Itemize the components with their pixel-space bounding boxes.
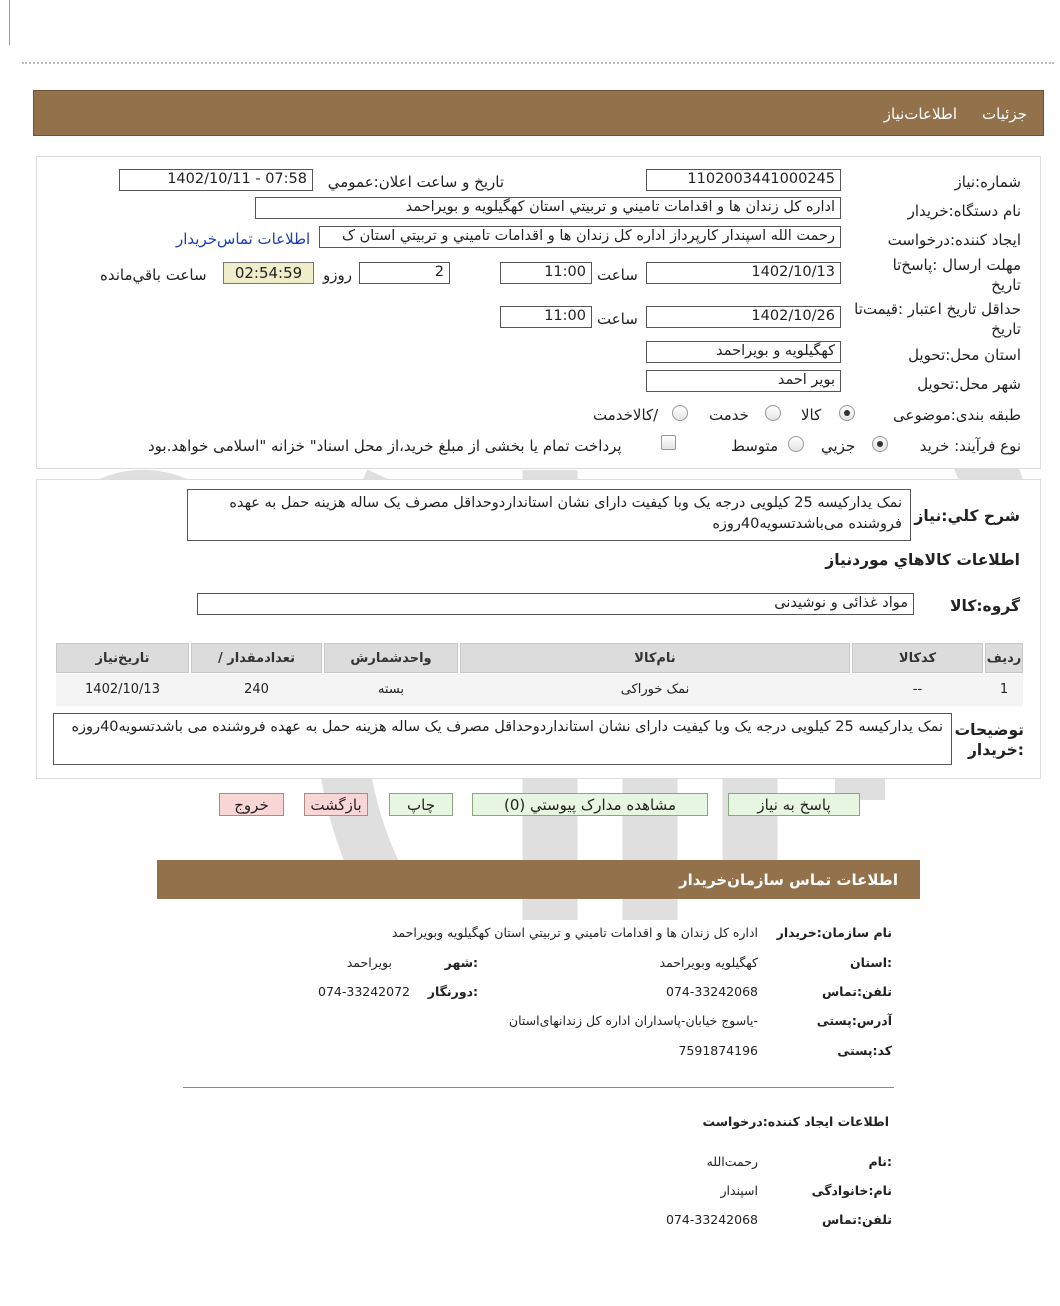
col-header-unit: واحدشمارش bbox=[324, 643, 458, 673]
days-label: روزو bbox=[323, 266, 352, 284]
category-option-service: خدمت bbox=[709, 406, 749, 424]
deadline-date-field: 1402/10/13 bbox=[646, 262, 841, 284]
category-radio-service[interactable] bbox=[765, 405, 781, 421]
col-header-date: تاريخ‌نياز bbox=[56, 643, 189, 673]
contact-fax-label: :دورنگار bbox=[427, 984, 478, 999]
process-option-medium: متوسط bbox=[731, 437, 779, 455]
goods-group-label: گروه:کالا bbox=[949, 597, 1020, 615]
col-header-qty: / تعدادمقدار bbox=[191, 643, 322, 673]
creator-phone-label: تلفن:تماس bbox=[821, 1212, 892, 1227]
buyer-notes-label-2: :خريدار bbox=[967, 741, 1024, 759]
view-attachments-button[interactable]: مشاهده مدارک پيوستي (0) bbox=[472, 793, 708, 816]
deadline-label: مهلت ارسال :پاسخ‌تا bbox=[892, 256, 1021, 274]
tab-details[interactable]: جزئیات bbox=[982, 105, 1027, 123]
contact-section-title: اطلاعات تماس سازمان‌خريدار bbox=[678, 871, 898, 889]
remaining-label: ساعت باقي‌مانده bbox=[100, 266, 207, 284]
cell-name: نمک خوراکی bbox=[620, 682, 690, 697]
province-field: کهگیلویه و بویراحمد bbox=[646, 341, 841, 363]
col-header-name: نام‌کالا bbox=[460, 643, 850, 673]
need-number-field: 1102003441000245 bbox=[646, 169, 841, 191]
buyer-org-field: اداره کل زندان ها و اقدامات تامیني و تربيتي استان کهگیلویه و بویراحمد bbox=[255, 197, 841, 219]
category-radio-goods[interactable] bbox=[839, 405, 855, 421]
col-header-row: رديف bbox=[985, 643, 1023, 673]
contact-fax-value: 074-33242072 bbox=[318, 984, 410, 999]
contact-org-value: اداره کل زندان ها و اقدامات تامیني و تربيتي استان کهگیلویه وبویراحمد bbox=[391, 925, 758, 940]
treasury-payment-note: پرداخت تمام يا بخشی از مبلغ خريد،از محل اسناد" خزانه "اسلامی خواهد.بود bbox=[148, 437, 622, 455]
buyer-notes-text: نمک یدارکیسه 25 کیلویی درجه یک وبا کیفیت دارای نشان استانداردوحداقل مصرف یک ساله هزینه حمل به عهده فروشنده می باشدتسویه40روزه bbox=[53, 713, 952, 765]
contact-city-label: :شهر bbox=[444, 955, 478, 970]
contact-divider bbox=[183, 1087, 894, 1088]
tab-need-info[interactable]: اطلاعات‌نیاز bbox=[883, 105, 957, 123]
table-row bbox=[56, 674, 1023, 706]
contact-province-label: :استان bbox=[849, 955, 892, 970]
category-option-both: /کالاخدمت bbox=[593, 406, 659, 424]
days-field: 2 bbox=[359, 262, 450, 284]
contact-postal-value: 7591874196 bbox=[678, 1043, 758, 1058]
creator-family-label: نام:خانوادگی bbox=[811, 1183, 892, 1198]
cell-row-number: 1 bbox=[999, 682, 1009, 697]
col-header-code: کدکالا bbox=[852, 643, 983, 673]
buyer-notes-label: توضيحات bbox=[954, 721, 1024, 739]
creator-phone-value: 074-33242068 bbox=[666, 1212, 758, 1227]
buyer-contact-link[interactable]: اطلاعات تماس‌خريدار bbox=[176, 230, 311, 248]
goods-group-field: مواد غذائی و نوشیدنی bbox=[197, 593, 914, 615]
cell-date: 1402/10/13 bbox=[85, 682, 160, 697]
cell-code: -- bbox=[912, 682, 923, 697]
contact-phone-label: تلفن:تماس bbox=[821, 984, 892, 999]
description-label: شرح کلي:نياز bbox=[914, 507, 1020, 525]
validity-time-field: 11:00 bbox=[500, 306, 592, 328]
validity-date-field: 1402/10/26 bbox=[646, 306, 841, 328]
category-label: طبقه بندی:موضوعی bbox=[893, 406, 1021, 424]
deadline-time-field: 11:00 bbox=[500, 262, 592, 284]
contact-address-value: -یاسوج خیابان-پاسداران اداره کل زندانهای‌استان bbox=[508, 1013, 758, 1028]
print-button[interactable]: چاپ bbox=[389, 793, 453, 816]
buyer-org-label: نام دستگاه:خريدار bbox=[907, 202, 1021, 220]
validity-label-date: تاريخ bbox=[991, 320, 1021, 338]
creator-name-value: رحمت‌الله bbox=[706, 1154, 758, 1169]
process-radio-small[interactable] bbox=[872, 436, 888, 452]
category-radio-both[interactable] bbox=[672, 405, 688, 421]
creator-family-value: اسپندار bbox=[720, 1183, 758, 1198]
cell-qty: 240 bbox=[244, 682, 269, 697]
creator-section-title: اطلاعات ايجاد کننده:درخواست bbox=[702, 1114, 889, 1129]
contact-province-value: کهگیلویه وبویراحمد bbox=[659, 955, 758, 970]
province-label: استان محل:تحويل bbox=[908, 346, 1021, 364]
reply-button[interactable]: پاسخ به نياز bbox=[728, 793, 860, 816]
back-button[interactable]: بازگشت bbox=[304, 793, 368, 816]
creator-name-label: :نام bbox=[868, 1154, 892, 1169]
creator-field: رحمت الله اسپندار کارپرداز اداره کل زندان ها و اقدامات تامیني و تربيتي استان ک bbox=[319, 226, 841, 248]
exit-button[interactable]: خروج bbox=[219, 793, 284, 816]
contact-org-label: نام سازمان:خريدار bbox=[776, 925, 892, 940]
treasury-payment-checkbox[interactable] bbox=[661, 435, 676, 450]
creator-label: ايجاد کننده:درخواست bbox=[887, 231, 1021, 249]
category-option-goods: کالا bbox=[801, 406, 822, 424]
header-bar bbox=[33, 90, 1044, 136]
contact-phone-value: 074-33242068 bbox=[666, 984, 758, 999]
remaining-timer: 02:54:59 bbox=[223, 262, 314, 284]
process-option-small: جزيي bbox=[821, 437, 856, 455]
announce-date-field: 1402/10/11 - 07:58 bbox=[119, 169, 313, 191]
validity-time-label: ساعت bbox=[597, 310, 638, 328]
deadline-time-label: ساعت bbox=[597, 266, 638, 284]
city-label: شهر محل:تحويل bbox=[917, 375, 1021, 393]
window-edge-line bbox=[9, 0, 10, 45]
city-field: بویر احمد bbox=[646, 370, 841, 392]
deadline-label-date: تاريخ bbox=[991, 276, 1021, 294]
goods-section-title: اطلاعات کالاهاي موردنياز bbox=[825, 551, 1020, 569]
contact-city-value: بویراحمد bbox=[346, 955, 392, 970]
cell-unit: بسته bbox=[377, 682, 405, 697]
process-radio-medium[interactable] bbox=[788, 436, 804, 452]
description-text: نمک یدارکیسه 25 کیلویی درجه یک وبا کیفیت دارای نشان استانداردوحداقل مصرف یک ساله هزینه حمل به عهده فروشنده می‌باشدتسویه40روزه bbox=[187, 489, 911, 541]
contact-section-bar bbox=[157, 860, 920, 899]
need-number-label: شماره:نیاز bbox=[954, 173, 1021, 191]
contact-address-label: آدرس:پستی bbox=[816, 1013, 892, 1028]
top-divider bbox=[22, 62, 1054, 64]
announce-date-label: تاریخ و ساعت اعلان:عمومي bbox=[327, 173, 504, 191]
contact-postal-label: کد:پستی bbox=[837, 1043, 892, 1058]
process-label: نوع فرآيند: خريد bbox=[919, 437, 1021, 455]
validity-label: حداقل تاريخ اعتبار :قيمت‌تا bbox=[854, 300, 1021, 318]
